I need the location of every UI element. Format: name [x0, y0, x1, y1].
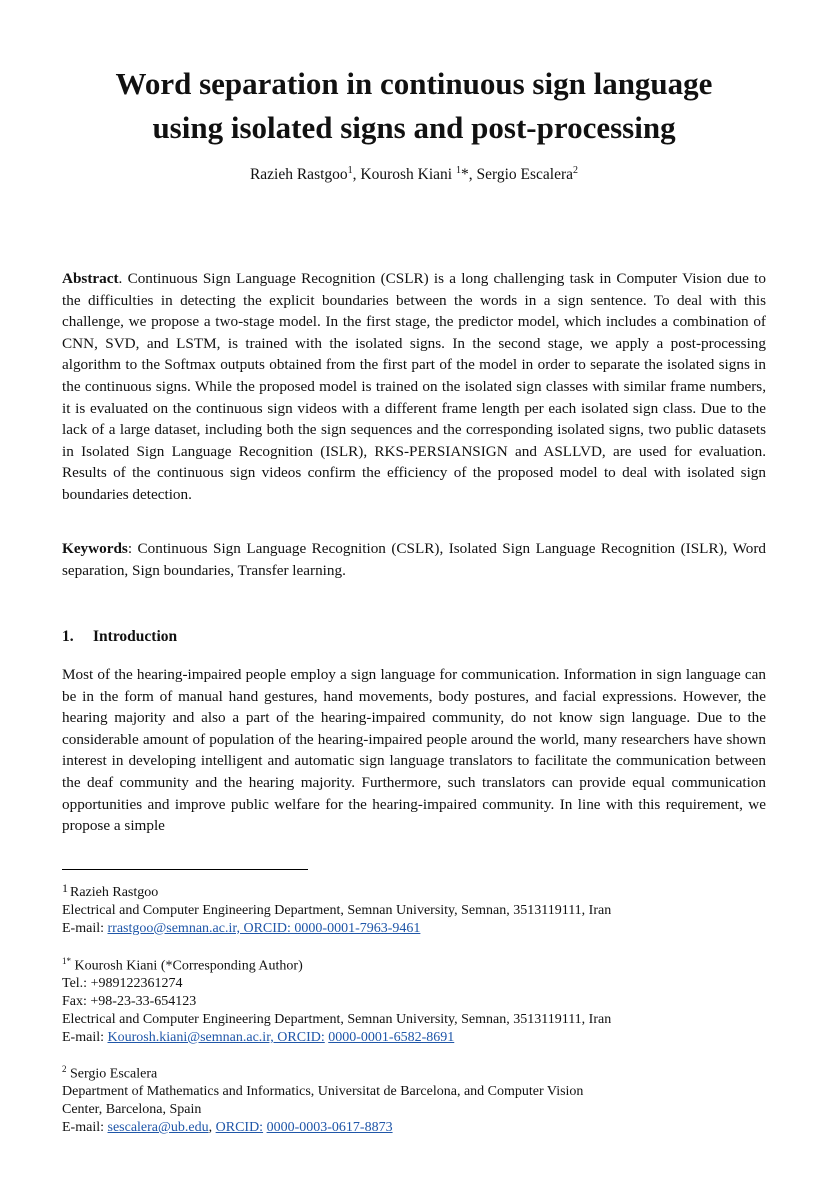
footnote-3-orcid-link[interactable]: 0000-0003-0617-8873 [266, 1120, 393, 1136]
footnote-1-email-label: E-mail: [62, 920, 108, 936]
author-1-sup: 1 [347, 165, 353, 176]
keywords [62, 538, 766, 581]
footnote-3-marker: 2 [62, 1064, 67, 1074]
abstract-label: Abstract [62, 270, 119, 287]
title-line-2: using isolated signs and post-processing [152, 110, 676, 145]
footnote-1-name: Razieh Rastgoo [70, 885, 159, 900]
paper-title [40, 62, 788, 150]
footnote-1 [62, 880, 782, 937]
footnote-3 [62, 1061, 782, 1137]
footnote-2-email-link[interactable]: Kourosh.kiani@semnan.ac.ir, ORCID: [107, 1029, 325, 1045]
footnote-3-separator: , [208, 1120, 216, 1136]
section-title: Introduction [93, 628, 178, 645]
section-heading [62, 628, 177, 646]
section-number: 1. [62, 628, 74, 645]
author-2-sup: 1 [455, 165, 461, 176]
title-line-1: Word separation in continuous sign language [115, 66, 713, 101]
footnote-2-orcid-link[interactable]: 0000-0001-6582-8691 [328, 1029, 455, 1045]
author-2-star: * [460, 166, 469, 184]
footnote-3-email-link[interactable]: sescalera@ub.edu [107, 1120, 209, 1136]
abstract [62, 268, 766, 506]
footnote-3-affiliation-2: Center, Barcelona, Spain [62, 1102, 202, 1118]
footnote-1-affiliation: Electrical and Computer Engineering Department, Semnan University, Semnan, 3513119111, Iran [62, 902, 612, 918]
footnote-divider [62, 869, 308, 870]
footnote-3-affiliation-1: Department of Mathematics and Informatics, Universitat de Barcelona, and Computer Vision [62, 1084, 584, 1100]
footnote-2-name: Kourosh Kiani (*Corresponding Author) [74, 958, 303, 974]
author-list: Razieh Rastgoo$^1$, Kourosh Kiani $^1$*, Sergio Escalera$^2$ [249, 165, 579, 184]
footnote-1-marker: 1 [62, 881, 68, 895]
abstract-text: . Continuous Sign Language Recognition (CSLR) is a long challenging task in Computer Vision due to the difficulties in detecting the explicit boundaries between the words in a sign sentence. To deal with this challenge, we propose a two-stage model. In the first stage, the predictor model, which includes a combination of CNN, SVD, and LSTM, is trained with the isolated signs. In the second stage, we apply a post-processing algorithm to the Softmax outputs obtained from the first part of the model in order to separate the isolated signs in the continuous signs. While the proposed model is trained on the isolated sign classes with similar frame numbers, it is evaluated on the continuous sign videos with a different frame length per each isolated sign class. Due to the lack of a large dataset, including both the sign sequences and the corresponding isolated signs, two public datasets in Isolated Sign Language Recognition (ISLR), RKS-PERSIANSIGN and ASLLVD, are used for evaluation. Results of the continuous sign videos confirm the efficiency of the proposed model to deal with isolated sign boundaries detection. [62, 270, 766, 503]
keywords-text: : Continuous Sign Language Recognition (CSLR), Isolated Sign Language Recognition (ISLR), Word separation, Sign boundaries, Transfer learning. [62, 540, 766, 579]
intro-paragraph: Most of the hearing-impaired people employ a sign language for communication. Information in sign language can be in the form of manual hand gestures, hand movements, body postures, and facial expressions. However, the hearing majority and also a part of the hearing-impaired community, do not know sign language. Due to the considerable amount of population of the hearing-impaired people around the world, many researchers have shown interest in developing intelligent and automatic sign language translators to facilitate the communication between the deaf community and the hearing majority. Furthermore, such translators can provide equal communication opportunities and improve public welfare for the hearing-impaired community. In line with this requirement, we propose a simple [62, 666, 766, 835]
footnote-3-orcid-label-link[interactable]: ORCID: [215, 1120, 264, 1136]
author-1: Razieh Rastgoo [249, 166, 348, 184]
author-2: Kourosh Kiani [360, 166, 456, 184]
author-3-sup: 2 [573, 165, 579, 176]
footnote-2-fax: Fax: +98-23-33-654123 [62, 994, 197, 1010]
footnote-2-tel: Tel.: +989122361274 [62, 976, 183, 992]
footnote-2-email-label: E-mail: [62, 1029, 108, 1045]
author-3: Sergio Escalera [476, 166, 574, 184]
footnote-3-email-label: E-mail: [62, 1120, 108, 1136]
keywords-label: Keywords [62, 540, 128, 557]
footnote-2-marker: 1* [62, 956, 71, 966]
footnote-2-affiliation: Electrical and Computer Engineering Department, Semnan University, Semnan, 3513119111, Iran [62, 1012, 612, 1028]
footnote-2 [62, 953, 782, 1047]
footnote-3-name: Sergio Escalera [70, 1066, 158, 1082]
footnote-1-email-link[interactable]: rrastgoo@semnan.ac.ir, ORCID: 0000-0001-7963-9461 [107, 920, 421, 936]
